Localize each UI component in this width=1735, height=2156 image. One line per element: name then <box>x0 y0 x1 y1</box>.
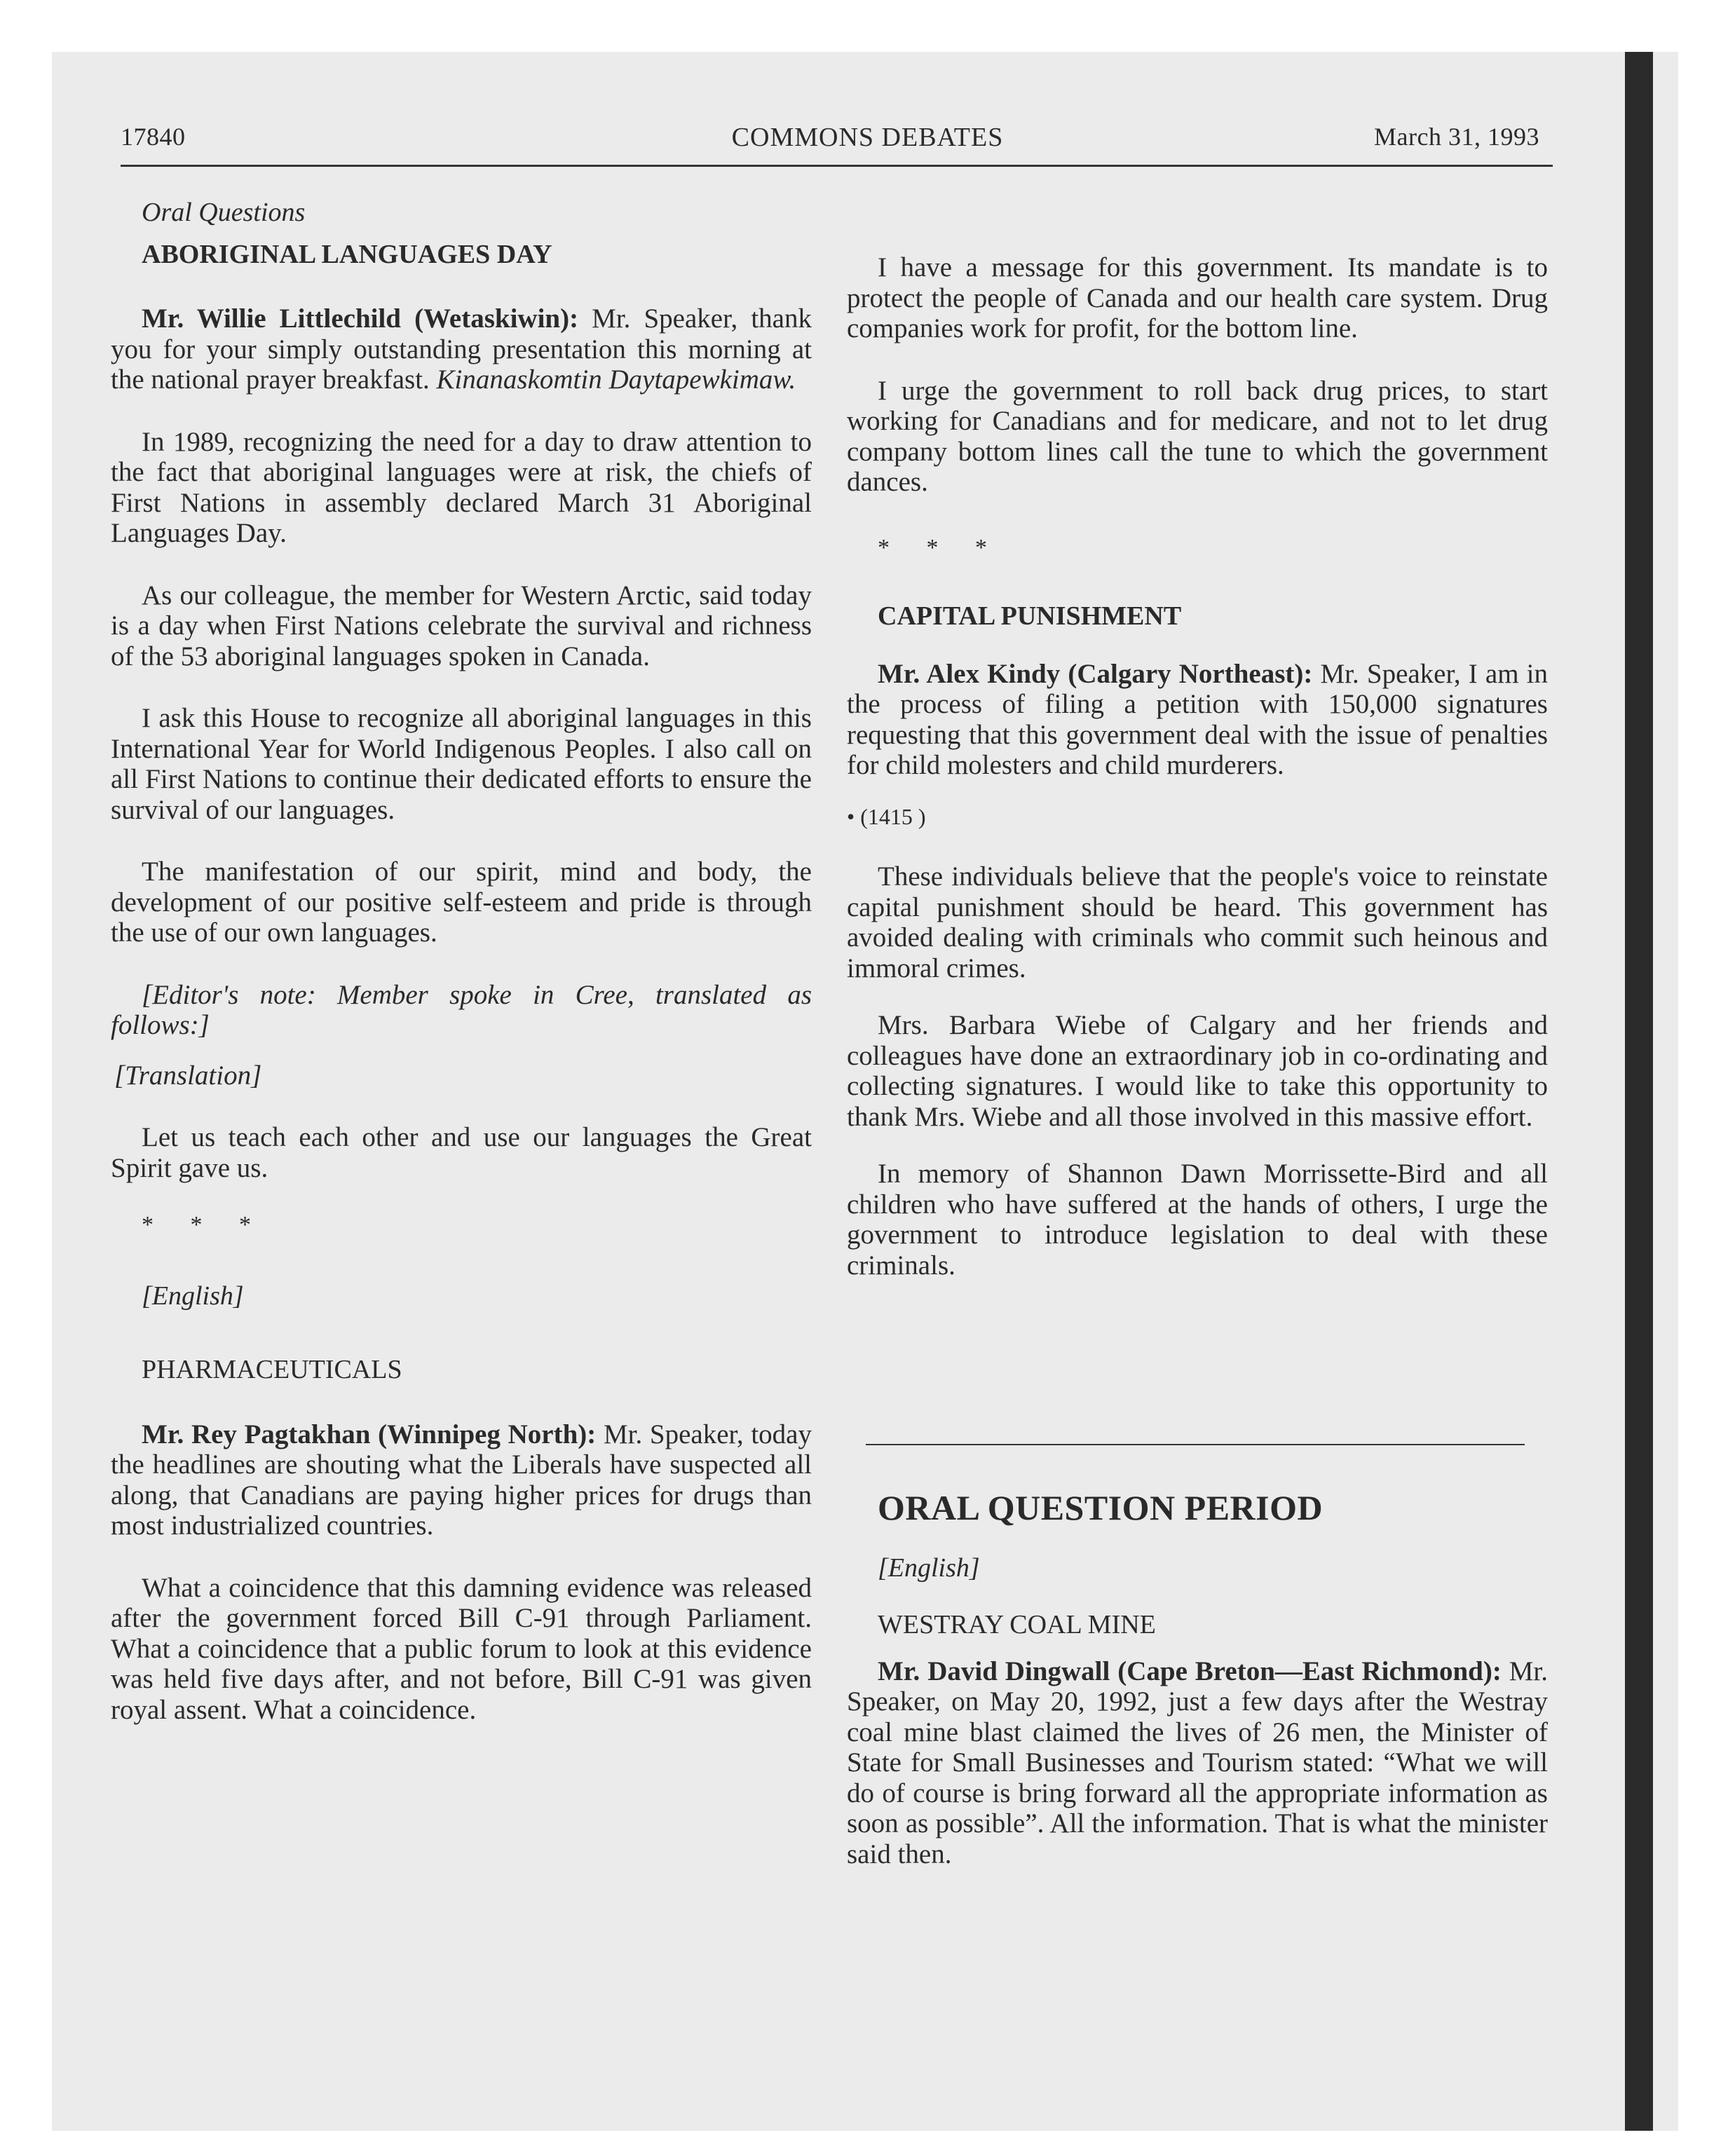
paragraph: Mrs. Barbara Wiebe of Calgary and her friends and colleagues have done an extraordinary job in co-ordinating and collecting signatures. I would like to take this opportunity to thank Mrs. Wiebe and all those involved in this massive effort. <box>847 1010 1548 1132</box>
paragraph: Mr. Alex Kindy (Calgary Northeast): Mr. Speaker, I am in the process of filing a petition with 150,000 signatures requesting that this government deal with the issue of penalties for child molesters and child murderers. <box>847 658 1548 780</box>
running-title: COMMONS DEBATES <box>731 123 1004 152</box>
paragraph: Mr. Willie Littlechild (Wetaskiwin): Mr. Speaker, thank you for your simply outstanding presentation this morning at the national prayer breakfast. Kinanaskomtin Daytapewkimaw. <box>111 303 812 395</box>
left-column <box>111 198 812 1725</box>
right-column-lower <box>847 1488 1548 1869</box>
page-number: 17840 <box>121 123 186 151</box>
speaker-name: Mr. Alex Kindy (Calgary Northeast): <box>878 658 1313 689</box>
paragraph: What a coincidence that this damning evidence was released after the government forced Bill C-91 through Parliament. What a coincidence that a public forum to look at this evidence was held five days after, and not before, Bill C-91 was given royal assent. What a coincidence. <box>111 1572 812 1725</box>
scan-edge-shadow <box>1625 52 1653 2131</box>
paragraph: As our colleague, the member for Western Arctic, said today is a day when First Nations celebrate the survival and richness of the 53 aboriginal languages spoken in Canada. <box>111 580 812 671</box>
section-separator-stars: * * * <box>142 1212 266 1238</box>
section-label: Oral Questions <box>142 198 306 227</box>
heading-aboriginal-languages-day: ABORIGINAL LANGUAGES DAY <box>142 239 552 269</box>
right-column <box>847 252 1548 1281</box>
english-tag: [English] <box>878 1553 980 1583</box>
speaker-name: Mr. Rey Pagtakhan (Winnipeg North): <box>142 1419 597 1449</box>
time-stamp: • (1415 ) <box>847 803 926 829</box>
paragraph: I ask this House to recognize all aboriginal languages in this International Year for World Indigenous Peoples. I also call on all First Nations to continue their dedicated efforts to ensure the survival of our languages. <box>111 703 812 825</box>
paragraph: In 1989, recognizing the need for a day to draw attention to the fact that aboriginal languages were at risk, the chiefs of First Nations in assembly declared March 31 Aboriginal Languages Day. <box>111 426 812 548</box>
speaker-name: Mr. Willie Littlechild (Wetaskiwin): <box>142 303 579 334</box>
heading-oral-question-period: ORAL QUESTION PERIOD <box>878 1488 1324 1527</box>
paragraph: In memory of Shannon Dawn Morrissette-Bird and all children who have suffered at the hands of others, I urge the government to introduce legislation to deal with these criminals. <box>847 1159 1548 1281</box>
english-tag: [English] <box>142 1281 244 1311</box>
paragraph: Let us teach each other and use our languages the Great Spirit gave us. <box>111 1122 812 1183</box>
heading-pharmaceuticals: PHARMACEUTICALS <box>142 1355 402 1384</box>
speaker-name: Mr. David Dingwall (Cape Breton—East Richmond): <box>878 1656 1502 1686</box>
paragraph: I have a message for this government. Its mandate is to protect the people of Canada and our health care system. Drug companies work for profit, for the bottom line. <box>847 252 1548 343</box>
page-date: March 31, 1993 <box>1374 123 1539 151</box>
paragraph: Mr. David Dingwall (Cape Breton—East Richmond): Mr. Speaker, on May 20, 1992, just a few days after the Westray coal mine blast claimed the lives of 26 men, the Minister of State for Small Businesses and Tourism stated: “What we will do of course is bring forward all the appropriate information as soon as possible”. All the information. That is what the minister said then. <box>847 1656 1548 1869</box>
paragraph: Mr. Rey Pagtakhan (Winnipeg North): Mr. Speaker, today the headlines are shouting what the Liberals have suspected all along, that Canadians are paying higher prices for drugs than most industrialized countries. <box>111 1419 812 1541</box>
section-divider-rule <box>866 1444 1525 1445</box>
translation-tag: [Translation] <box>114 1060 262 1091</box>
paragraph: The manifestation of our spirit, mind and body, the development of our positive self-esteem and pride is through the use of our own languages. <box>111 857 812 948</box>
editor-note: [Editor's note: Member spoke in Cree, translated as follows:] <box>111 979 812 1040</box>
heading-westray-coal-mine: WESTRAY COAL MINE <box>878 1610 1156 1639</box>
paragraph: These individuals believe that the people's voice to reinstate capital punishment should be heard. This government has avoided dealing with criminals who commit such heinous and immoral crimes. <box>847 861 1548 983</box>
section-separator-stars: * * * <box>878 534 1002 561</box>
paragraph: I urge the government to roll back drug prices, to start working for Canadians and for medicare, and not to let drug company bottom lines call the tune to which the government dances. <box>847 375 1548 497</box>
heading-capital-punishment: CAPITAL PUNISHMENT <box>878 601 1182 631</box>
header-rule <box>121 165 1553 167</box>
